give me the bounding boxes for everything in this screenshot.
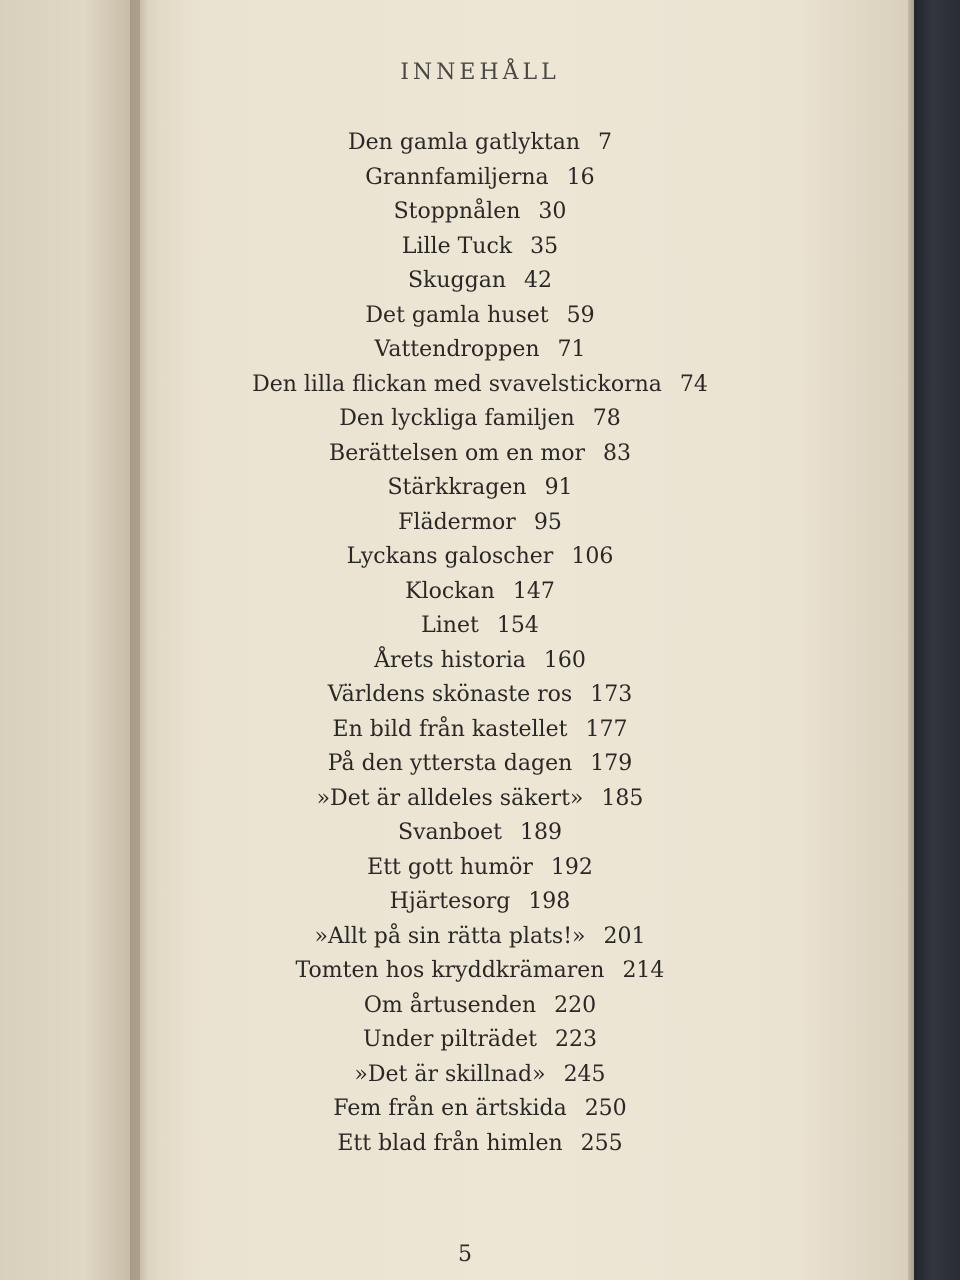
entry-page: 59 (566, 302, 595, 328)
entry-title: »Det är skillnad» (354, 1061, 546, 1087)
entry-page: 198 (528, 889, 571, 914)
entry-page: 154 (496, 613, 539, 638)
entry-page: 185 (601, 785, 644, 811)
entry-title: Årets historia (374, 647, 526, 673)
entry-title: »Det är alldeles säkert» (316, 785, 584, 811)
entry-title: Svanboet (398, 820, 502, 845)
entry-page: 78 (592, 406, 621, 431)
toc-entry (140, 747, 820, 782)
entry-title: Ett gott humör (367, 854, 533, 880)
toc-entry (140, 471, 820, 506)
entry-title: Skuggan (407, 268, 507, 293)
entry-page: 160 (543, 647, 586, 673)
toc-entry (140, 230, 820, 265)
toc-entry (140, 161, 820, 196)
entry-title: Grannfamiljerna (365, 164, 549, 190)
toc-entry (140, 402, 820, 437)
toc-entry (140, 609, 820, 644)
toc-entry (140, 989, 820, 1024)
toc-entry (140, 1058, 820, 1093)
entry-title: Flädermor (398, 509, 516, 535)
entry-title: »Allt på sin rätta plats!» (314, 923, 586, 949)
toc-entry (140, 1023, 820, 1058)
entry-page: 35 (530, 233, 559, 259)
entry-page: 16 (566, 164, 595, 190)
entry-page: 71 (557, 337, 586, 362)
entry-page: 30 (538, 199, 567, 224)
entry-page: 179 (590, 751, 633, 776)
toc-entry (140, 713, 820, 748)
entry-title: Tomten hos kryddkrämaren (295, 958, 605, 983)
entry-title: På den yttersta dagen (327, 751, 573, 776)
entry-page: 7 (598, 130, 612, 155)
entry-page: 192 (550, 854, 593, 880)
entry-title: Om årtusenden (363, 992, 537, 1018)
entry-page: 255 (580, 1130, 623, 1156)
toc-entry (140, 126, 820, 161)
entry-title: Lille Tuck (401, 233, 513, 259)
facing-page (0, 0, 140, 1280)
entry-title: Världens skönaste ros (327, 682, 573, 707)
entry-title: Det gamla huset (365, 302, 549, 328)
entry-page: 95 (533, 509, 562, 535)
entry-title: Hjärtesorg (389, 889, 511, 914)
entry-title: Berättelsen om en mor (329, 440, 585, 466)
entry-title: Ett blad från himlen (337, 1130, 563, 1156)
entry-title: Linet (421, 613, 479, 638)
entry-page: 177 (585, 716, 628, 742)
toc-entry (140, 678, 820, 713)
entry-page: 83 (602, 440, 631, 466)
entry-page: 106 (571, 544, 614, 569)
entry-title: Vattendroppen (374, 337, 540, 362)
toc-entry (140, 816, 820, 851)
entry-page: 91 (544, 475, 573, 500)
bleed-through-text (20, 70, 120, 230)
book-cover (914, 0, 960, 1280)
toc-entry (140, 506, 820, 541)
entry-page: 250 (584, 1096, 627, 1121)
entry-title: Lyckans galoscher (346, 544, 554, 569)
entry-title: En bild från kastellet (332, 716, 568, 742)
entry-page: 223 (554, 1027, 597, 1052)
toc-entry (140, 540, 820, 575)
entry-title: Den gamla gatlyktan (348, 130, 580, 155)
entry-title: Fem från en ärtskida (333, 1096, 567, 1121)
entry-title: Den lyckliga familjen (339, 406, 575, 431)
entry-title: Under pilträdet (363, 1027, 537, 1052)
toc-entry (140, 644, 820, 679)
toc-entry (140, 954, 820, 989)
toc-entry (140, 299, 820, 334)
toc-entry (140, 782, 820, 817)
entry-page: 201 (603, 923, 646, 949)
entry-page: 214 (622, 958, 665, 983)
toc-entry (140, 195, 820, 230)
toc-entry (140, 575, 820, 610)
entry-title: Den lilla flickan med svavelstickorna (252, 371, 662, 397)
entry-page: 220 (554, 992, 597, 1018)
entry-title: Stoppnålen (393, 199, 521, 224)
toc-entry (140, 264, 820, 299)
toc-entry (140, 885, 820, 920)
entry-page: 245 (563, 1061, 606, 1087)
page-title: INNEHÅLL (400, 60, 560, 85)
entry-page: 147 (512, 578, 555, 604)
toc-entry (140, 333, 820, 368)
toc-entry (140, 437, 820, 472)
toc-entry (140, 368, 820, 403)
toc-entry (140, 851, 820, 886)
table-of-contents (140, 126, 820, 1161)
toc-entry (140, 920, 820, 955)
toc-entry (140, 1092, 820, 1127)
page-number: 5 (458, 1242, 472, 1267)
entry-page: 189 (519, 820, 562, 845)
entry-page: 42 (524, 268, 553, 293)
entry-page: 173 (590, 682, 633, 707)
toc-entry (140, 1127, 820, 1162)
entry-page: 74 (679, 371, 708, 397)
entry-title: Klockan (405, 578, 495, 604)
entry-title: Stärkkragen (387, 475, 527, 500)
